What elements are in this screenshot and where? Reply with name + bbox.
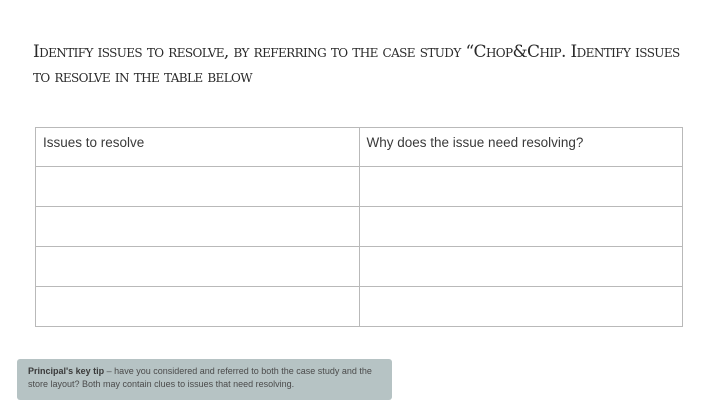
issue-cell[interactable] (36, 207, 360, 247)
table-header-row (36, 128, 683, 167)
reason-cell[interactable] (359, 247, 683, 287)
table-row (36, 167, 683, 207)
key-tip-box (17, 359, 392, 400)
instruction-heading: Identify issues to resolve, by referring to the case study “Chop&Chip. Identify issues to resolve in the table below (33, 42, 680, 87)
table-row (36, 247, 683, 287)
header-why-resolve: Why does the issue need resolving? (359, 128, 683, 167)
reason-cell[interactable] (359, 167, 683, 207)
issue-cell[interactable] (36, 247, 360, 287)
reason-cell[interactable] (359, 207, 683, 247)
issue-cell[interactable] (36, 167, 360, 207)
header-issues-to-resolve: Issues to resolve (36, 128, 360, 167)
table-row (36, 287, 683, 327)
key-tip-label: Principal's key tip (28, 366, 105, 376)
table-row (36, 207, 683, 247)
issue-cell[interactable] (36, 287, 360, 327)
key-tip-text: – have you considered and referred to both the case study and the store layout? Both may contain clues to issues that need resolving. (28, 366, 372, 389)
issues-table (35, 127, 683, 327)
reason-cell[interactable] (359, 287, 683, 327)
